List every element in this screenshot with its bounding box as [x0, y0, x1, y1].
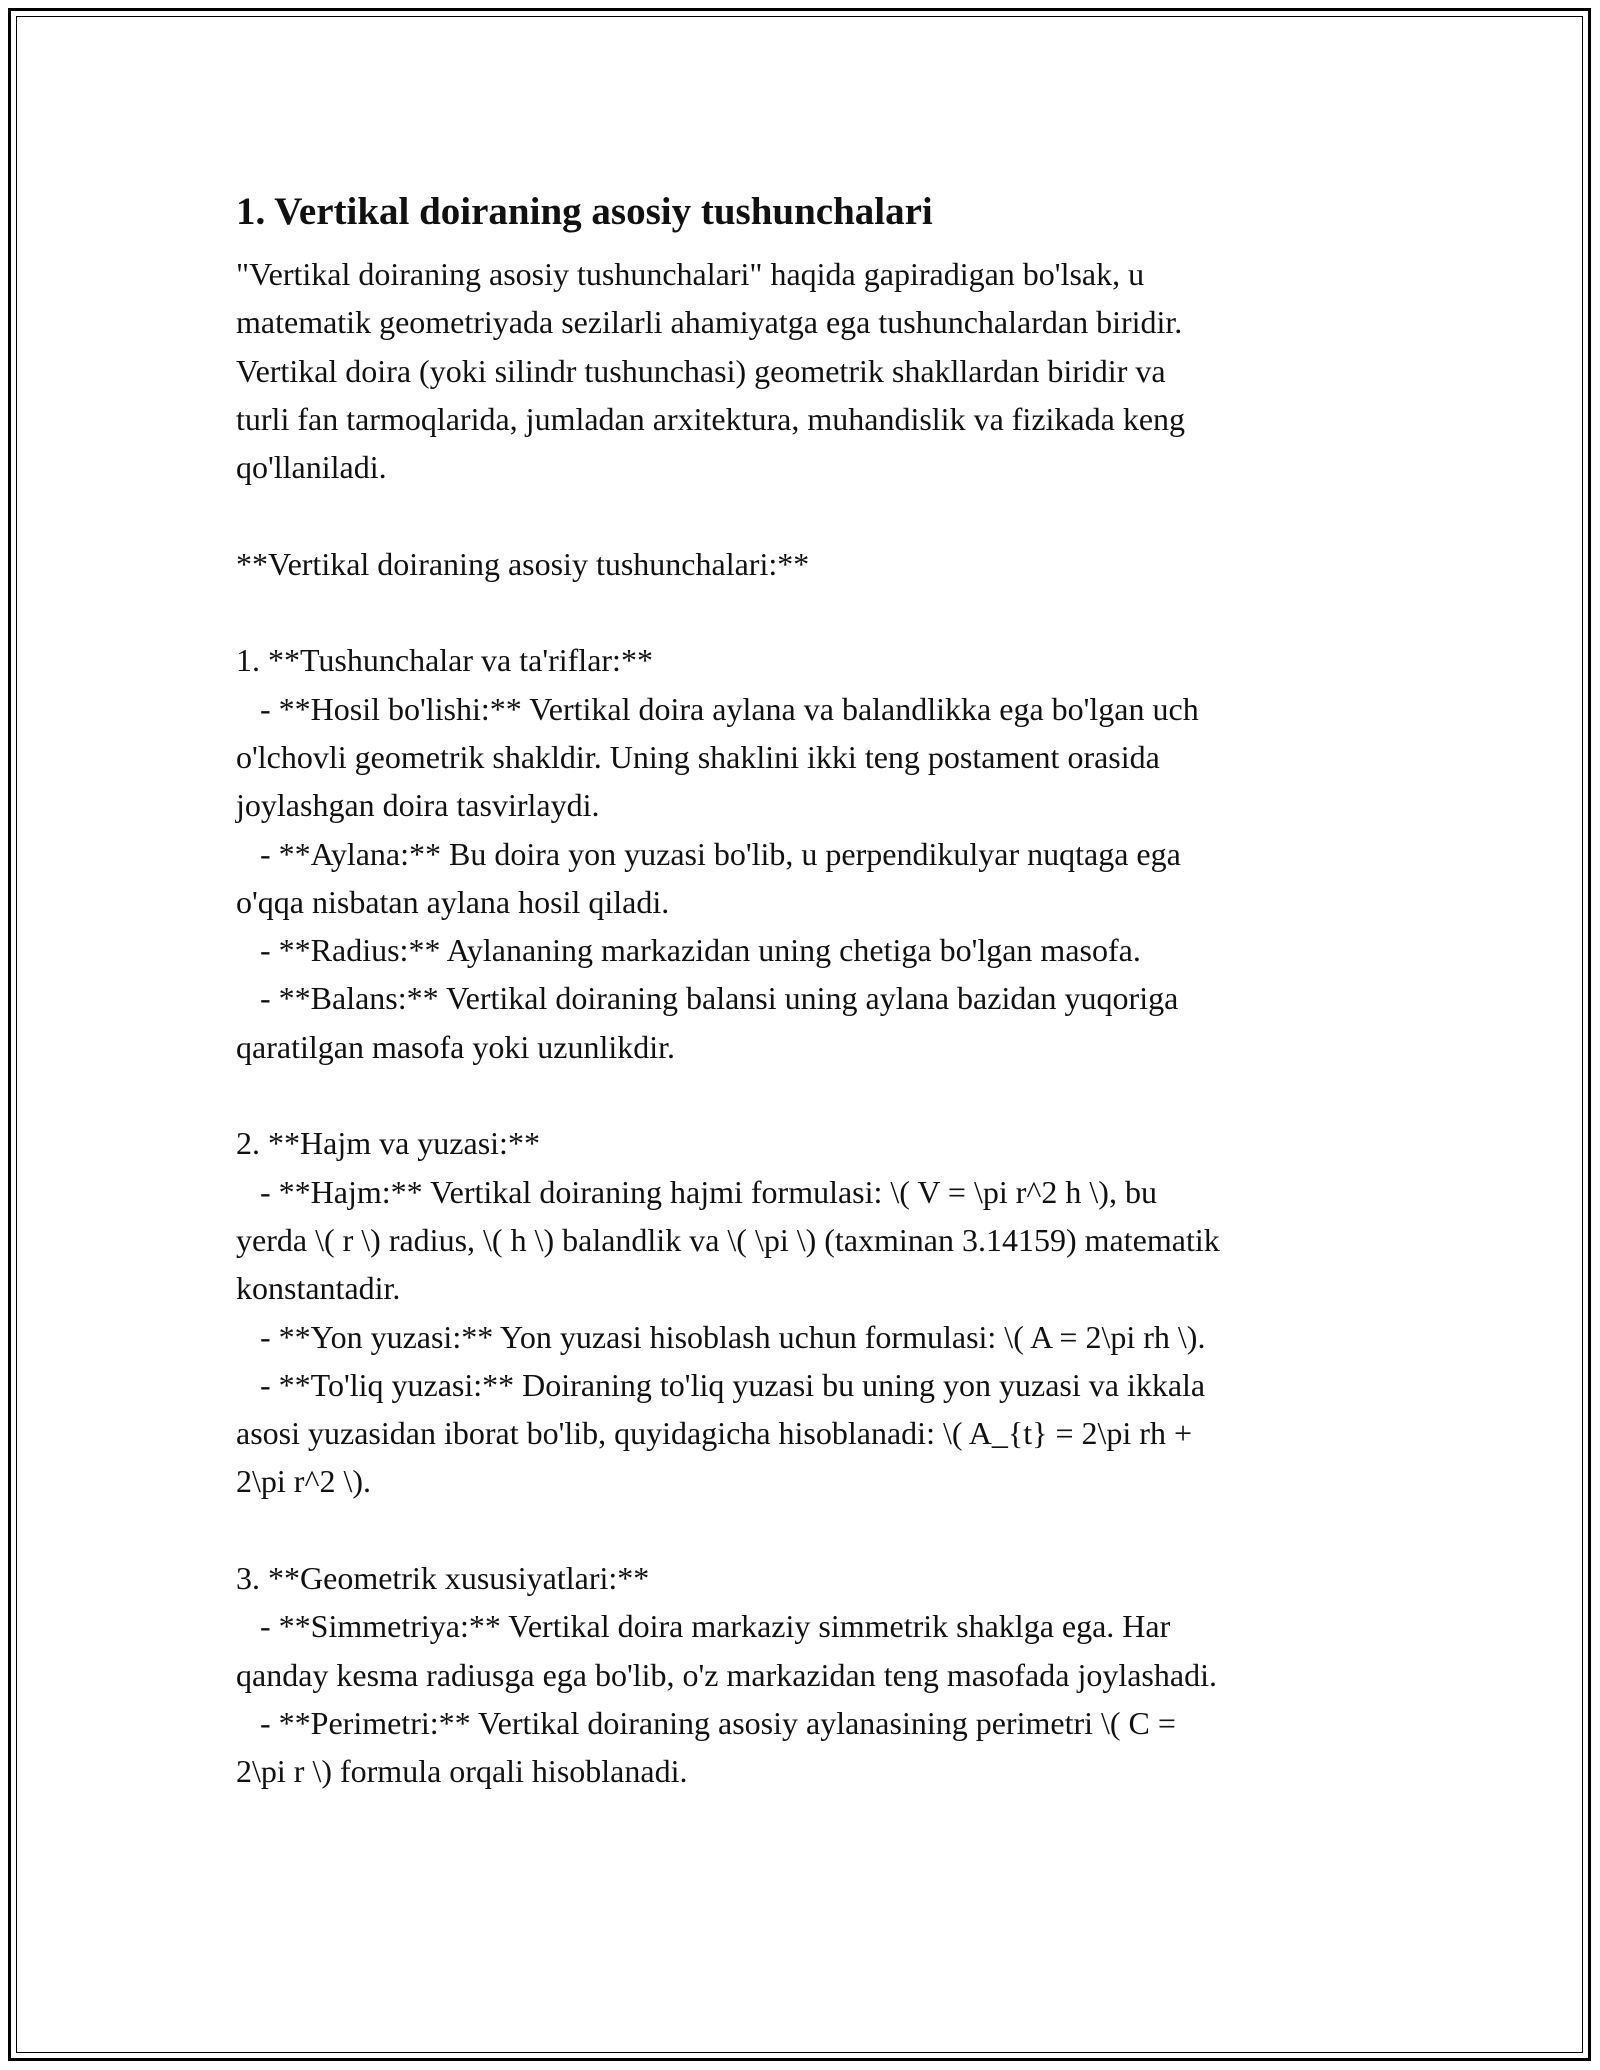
document-body: "Vertikal doiraning asosiy tushunchalari" haqida gapiradigan bo'lsak, u matematik geometriyada sezilarli ahamiyatga ega tushunchalardan biridir. Vertikal doira (yoki silindr tushunchasi) geometrik shakllardan biridir va turli fan tarmoqlarida, jumladan arxitektura, muhandislik va fizikada keng qo'llaniladi. **Vertikal doiraning asosiy tushunchalari:** 1. **Tushunchalar va ta'riflar:** - **Hosil bo'lishi:** Vertikal doira aylana va balandlikka ega bo'lgan uch o'lchovli geometrik shakldir. Uning shaklini ikki teng postament orasida joylashgan doira tasvirlaydi. - **Aylana:** Bu doira yon yuzasi bo'lib, u perpendikulyar nuqtaga ega o'qqa nisbatan aylana hosil qiladi. - **Radius:** Aylananing markazidan uning chetiga bo'lgan masofa. - **Balans:** Vertikal doiraning balansi uning aylana bazidan yuqoriga qaratilgan masofa yoki uzunlikdir. 2. **Hajm va yuzasi:** - **Hajm:** Vertikal doiraning hajmi formulasi: \( V = \pi r^2 h \), bu yerda \( r \) radius, \( h \) balandlik va \( \pi \) (taxminan 3.14159) matematik konstantadir. - **Yon yuzasi:** Yon yuzasi hisoblash uchun formulasi: \( A = 2\pi rh \). - **To'liq yuzasi:** Doiraning to'liq yuzasi bu uning yon yuzasi va ikkala asosi yuzasidan iborat bo'lib, quyidagicha hisoblanadi: \( A_{t} = 2\pi rh + 2\pi r^2 \). 3. **Geometrik xususiyatlari:** - **Simmetriya:** Vertikal doira markaziy simmetrik shaklga ega. Har qanday kesma radiusga ega bo'lib, o'z markazidan teng masofada joylashadi. - **Perimetri:** Vertikal doiraning asosiy aylanasining perimetri \( C = 2\pi r \) formula orqali hisoblanadi.: [236, 256, 1220, 1790]
document-content: [236, 186, 1376, 1796]
document-heading: 1. Vertikal doiraning asosiy tushunchalari: [236, 190, 933, 233]
